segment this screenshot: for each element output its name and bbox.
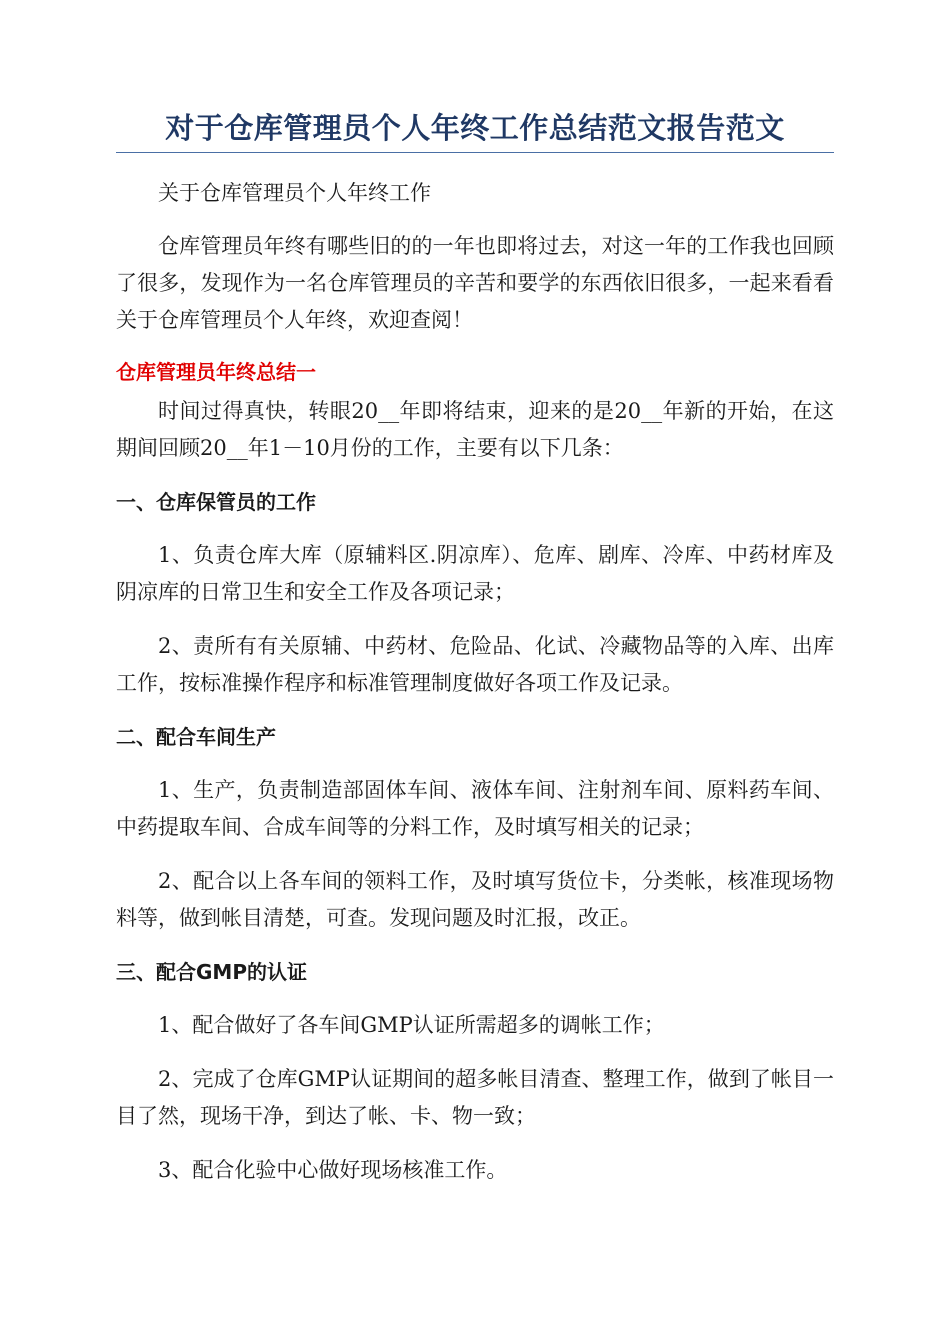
section-2-item-2: 2、配合以上各车间的领料工作，及时填写货位卡，分类帐，核准现场物料等，做到帐目清楚，可查。发现问题及时汇报，改正。 <box>116 869 834 930</box>
document-title: 对于仓库管理员个人年终工作总结范文报告范文 <box>116 108 834 153</box>
intro-line: 关于仓库管理员个人年终工作 <box>158 181 431 205</box>
section-heading-1: 一、仓库保管员的工作 <box>116 490 316 514</box>
section-heading-2: 二、配合车间生产 <box>116 725 276 749</box>
section-3-item-3: 3、配合化验中心做好现场核准工作。 <box>158 1158 508 1182</box>
document-page <box>116 108 834 1189</box>
section-3-item-2: 2、完成了仓库GMP认证期间的超多帐目清查、整理工作，做到了帐目一目了然，现场干净，到达了帐、卡、物一致； <box>116 1067 834 1128</box>
summary-paragraph: 时间过得真快，转眼20__年即将结束，迎来的是20__年新的开始，在这期间回顾20__年1－10月份的工作，主要有以下几条： <box>116 399 834 460</box>
section-2-item-1: 1、生产，负责制造部固体车间、液体车间、注射剂车间、原料药车间、中药提取车间、合成车间等的分料工作，及时填写相关的记录； <box>116 778 834 839</box>
section-heading-3: 三、配合GMP的认证 <box>116 960 307 984</box>
intro-paragraph: 仓库管理员年终有哪些旧的的一年也即将过去，对这一年的工作我也回顾了很多，发现作为一名仓库管理员的辛苦和要学的东西依旧很多，一起来看看关于仓库管理员个人年终，欢迎查阅！ <box>116 234 834 332</box>
section-3-item-1: 1、配合做好了各车间GMP认证所需超多的调帐工作； <box>158 1013 665 1037</box>
summary-heading: 仓库管理员年终总结一 <box>116 360 316 384</box>
section-1-item-2: 2、责所有有关原辅、中药材、危险品、化试、冷藏物品等的入库、出库工作，按标准操作程序和标准管理制度做好各项工作及记录。 <box>116 634 834 695</box>
section-1-item-1: 1、负责仓库大库（原辅料区.阴凉库）、危库、剧库、冷库、中药材库及阴凉库的日常卫生和安全工作及各项记录； <box>116 543 834 604</box>
